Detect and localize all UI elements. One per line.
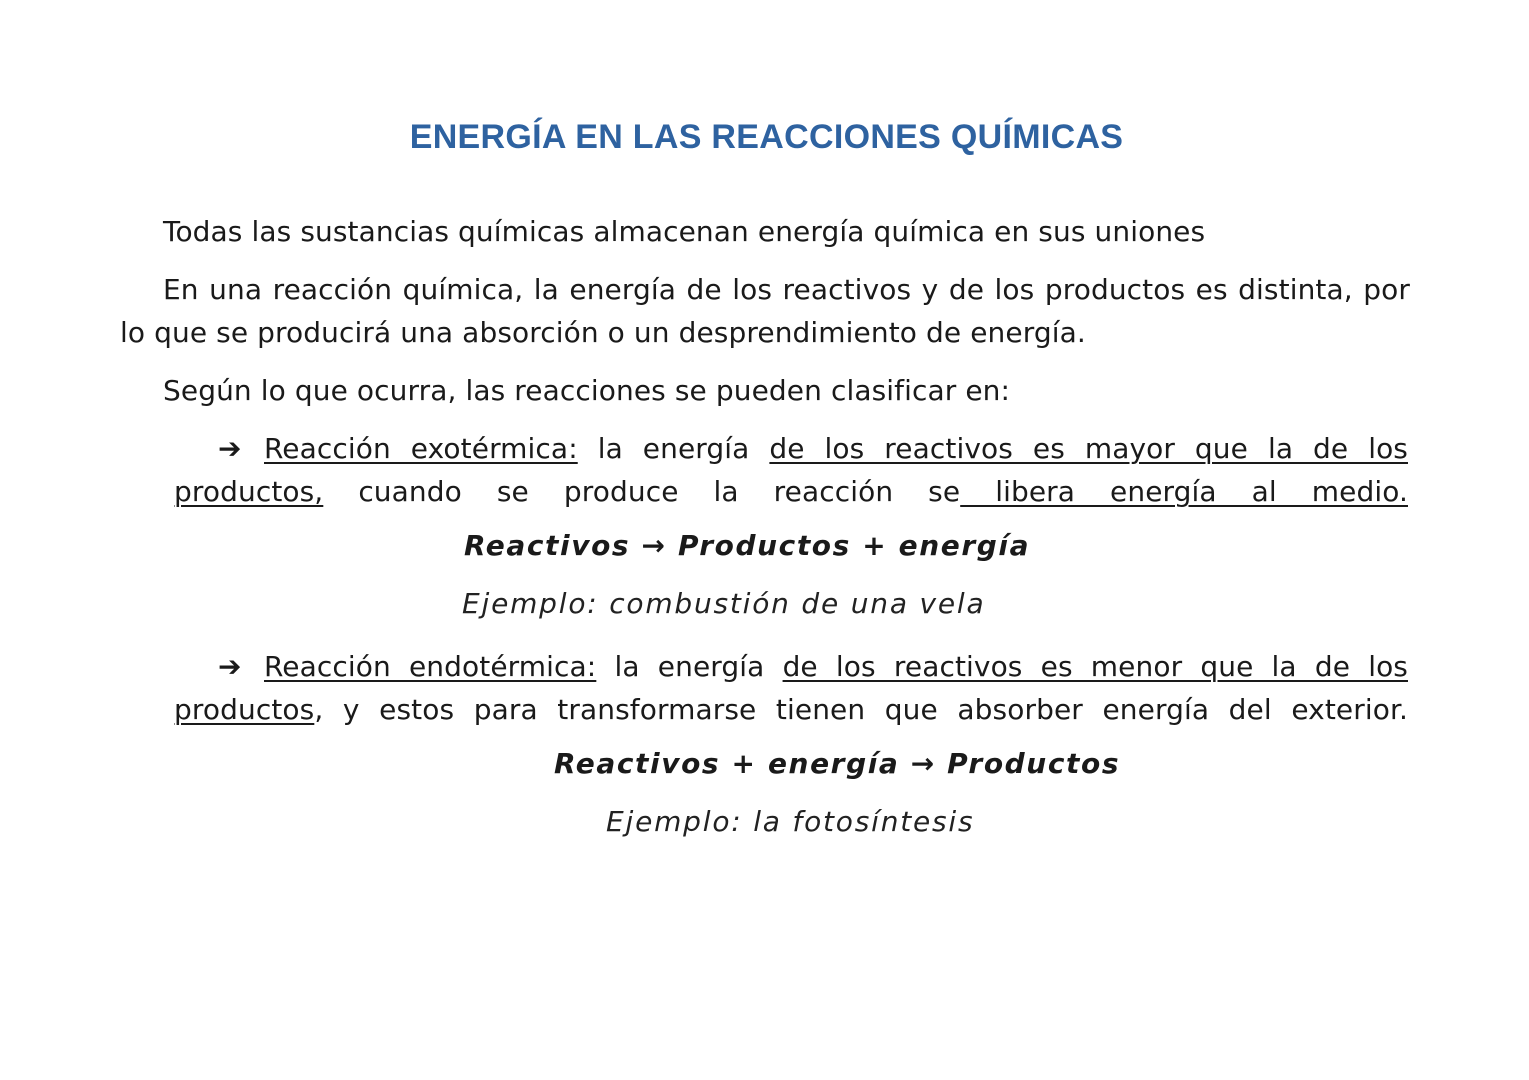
endothermic-text-1: la energía bbox=[596, 650, 783, 683]
exothermic-example: Ejemplo: combustión de una vela bbox=[462, 587, 986, 620]
paragraph-classification: Según lo que ocurra, las reacciones se pueden clasificar en: bbox=[163, 374, 1011, 407]
arrow-right-icon: ➔ bbox=[218, 432, 242, 465]
endothermic-example: Ejemplo: la fotosíntesis bbox=[606, 805, 975, 838]
endothermic-bullet bbox=[174, 645, 1408, 731]
endothermic-underline-1: de los reactivos es menor que la de los productos bbox=[174, 650, 1408, 726]
exothermic-text-2: cuando se produce la reacción se bbox=[323, 475, 961, 508]
exothermic-equation: Reactivos → Productos + energía bbox=[464, 529, 1031, 562]
exothermic-text-1: la energía bbox=[577, 432, 770, 465]
exothermic-bullet bbox=[174, 427, 1408, 513]
arrow-right-icon: ➔ bbox=[218, 650, 242, 683]
endothermic-equation: Reactivos + energía → Productos bbox=[554, 747, 1121, 780]
endothermic-text-2: , y estos para transformarse tienen que absorber energía del exterior. bbox=[314, 693, 1408, 726]
exothermic-underline-1: de los reactivos es mayor que la de los productos, bbox=[174, 432, 1408, 508]
paragraph-intro: Todas las sustancias químicas almacenan energía química en sus uniones bbox=[163, 215, 1206, 248]
paragraph-energy-difference: En una reacción química, la energía de los reactivos y de los productos es distinta, por lo que se producirá una absorción o un desprendimiento de energía. bbox=[120, 273, 1410, 349]
endothermic-term: Reacción endotérmica: bbox=[264, 650, 597, 683]
exothermic-term: Reacción exotérmica: bbox=[264, 432, 578, 465]
exothermic-underline-2: libera energía al medio. bbox=[960, 475, 1408, 508]
exothermic-line-1 bbox=[174, 427, 1408, 513]
page-title: ENERGÍA EN LAS REACCIONES QUÍMICAS bbox=[409, 118, 1124, 156]
endothermic-line-1 bbox=[174, 645, 1408, 731]
